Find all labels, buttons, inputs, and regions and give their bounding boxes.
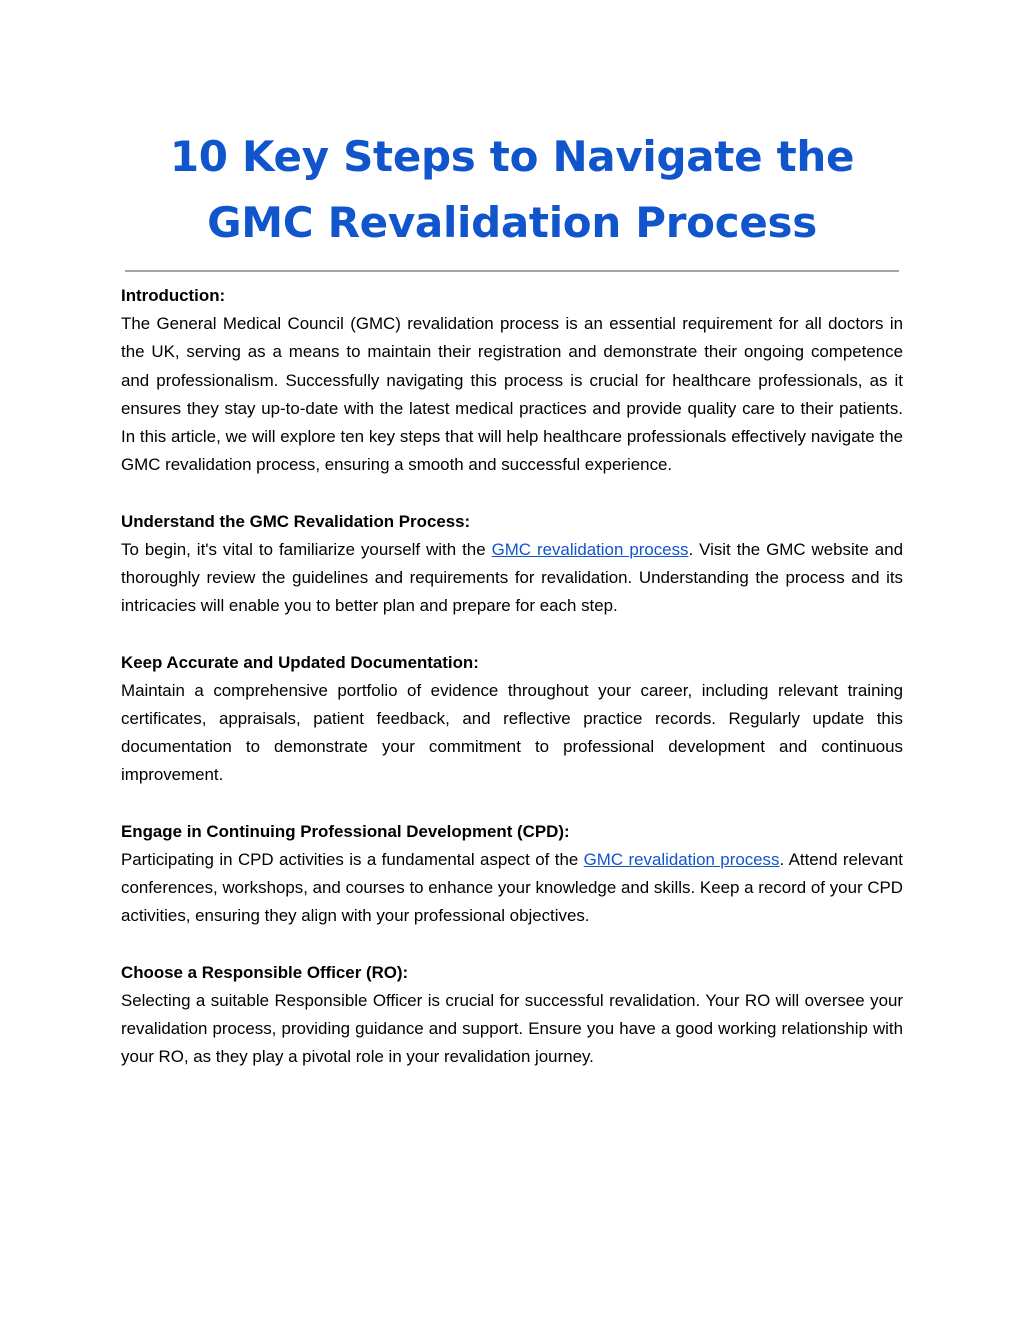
section-paragraph [121, 536, 903, 621]
section-paragraph: The General Medical Council (GMC) revalidation process is an essential requirement for all doctors in the UK, serving as a means to maintain their registration and demonstrate their ongoing competence and professionalism. Successfully navigating this process is crucial for healthcare professionals, as it ensures they stay up-to-date with the latest medical practices and provide quality care to their patients. In this article, we will explore ten key steps that will help healthcare professionals effectively navigate the GMC revalidation process, ensuring a smooth and successful experience. [121, 314, 903, 475]
title-divider [125, 270, 899, 272]
gmc-revalidation-link[interactable]: GMC revalidation process [491, 539, 689, 559]
section-heading: Keep Accurate and Updated Documentation: [121, 652, 479, 672]
paragraph-text: To begin, it's vital to familiarize yourself with the [121, 539, 492, 559]
paragraph-text: . Attend relevant conferences, workshops, and courses to enhance your knowledge and skills. Keep a record of your CPD activities, ensuring they align with your professional objectives. [121, 850, 903, 926]
page-title: 10 Key Steps to Navigate the GMC Revalidation Process [169, 132, 855, 247]
section-paragraph: Selecting a suitable Responsible Officer is crucial for successful revalidation. Your RO will oversee your revalidation process, providing guidance and support. Ensure you have a good working relationship with your RO, as they play a pivotal role in your revalidation journey. [121, 991, 903, 1067]
section-documentation [121, 649, 903, 790]
paragraph-text: Participating in CPD activities is a fundamental aspect of the [121, 850, 584, 870]
section-responsible-officer [121, 959, 903, 1072]
article-body [121, 282, 903, 1100]
section-heading: Introduction: [121, 286, 226, 305]
section-heading: Choose a Responsible Officer (RO): [121, 962, 409, 982]
section-heading: Understand the GMC Revalidation Process: [121, 511, 471, 531]
section-introduction [121, 282, 903, 479]
section-paragraph: Maintain a comprehensive portfolio of evidence throughout your career, including relevant training certificates, appraisals, patient feedback, and reflective practice records. Regularly update this documentation to demonstrate your commitment to professional development and continuous improvement. [121, 680, 903, 785]
section-heading: Engage in Continuing Professional Development (CPD): [121, 821, 570, 841]
section-paragraph [121, 846, 903, 931]
gmc-revalidation-link[interactable]: GMC revalidation process [583, 850, 780, 870]
paragraph-text: . Visit the GMC website and thoroughly review the guidelines and requirements for revalidation. Understanding the process and its intricacies will enable you to better plan and prepare for each step. [121, 539, 903, 616]
section-cpd [121, 818, 903, 931]
section-understand-process [121, 508, 903, 621]
